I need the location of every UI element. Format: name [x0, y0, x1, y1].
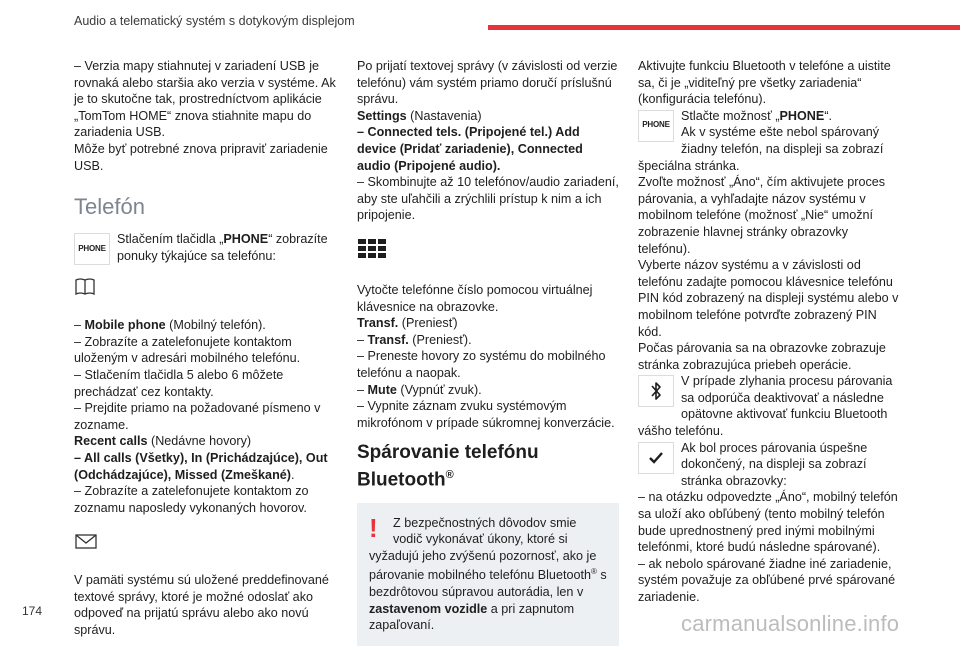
paragraph: – Transf. (Preniesť). [357, 332, 472, 347]
page-number: 174 [22, 604, 43, 618]
column-2 [357, 58, 619, 646]
section-heading-bluetooth: Spárovanie telefónu Bluetooth® [357, 442, 539, 491]
watermark: carmanualsonline.info [681, 611, 900, 636]
paragraph: Vyberte názov systému a v závislosti od telefónu zadajte pomocou klávesnice telefónu PIN kód zobrazený na displeji systému alebo v mobilnom telefóne potvrďte zobrazený PIN kód. [638, 258, 899, 339]
paragraph: – Zobrazíte a zatelefonujete kontaktom uloženým v adresári mobilného telefónu. [74, 334, 301, 366]
phone-button-row [74, 231, 336, 265]
success-note-row [638, 440, 900, 490]
book-icon [74, 277, 336, 307]
paragraph: Ak bol proces párovania úspešne dokončený, na displeji sa zobrazí stránka obrazovky: [681, 440, 868, 488]
paragraph: Vytočte telefónne číslo pomocou virtuálnej klávesnice na obrazovke. [357, 282, 593, 314]
paragraph: Settings (Nastavenia) [357, 108, 482, 123]
column-3 [638, 58, 900, 606]
column-1 [74, 58, 336, 639]
paragraph: Počas párovania sa na obrazovke zobrazuje stránka zobrazujúca priebeh operácie. [638, 341, 886, 372]
warning-text: Z bezpečnostných dôvodov smie vodič vykonávať úkony, ktoré si vyžadujú jeho zvýšenú pozornosť, ako je párovanie mobilného telefónu Bluetooth® s bezdrôtovou súpravou autorádia, len v zastavenom vozidle a pri zapnutom zapaľovaní. [369, 515, 607, 633]
paragraph: Ak v systéme ešte nebol spárovaný žiadny telefón, na displeji sa zobrazí špeciálna stránka. [638, 125, 884, 173]
paragraph: – Zobrazíte a zatelefonujete kontaktom zo zoznamu naposledy vykonaných hovorov. [74, 484, 309, 515]
paragraph: – ak nebolo spárované žiadne iné zariadenie, systém považuje za obľúbené prvé spárované zariadenie. [638, 556, 896, 604]
paragraph: Recent calls (Nedávne hovory) [74, 434, 252, 449]
warning-box [357, 503, 619, 646]
paragraph: – Verzia mapy stiahnutej v zariadení USB je rovnaká alebo staršia ako verzia v systéme. Ak je to skutočne tak, prostredníctvom aplikácie „TomTom HOME“ znova stiahnite mapu do zariadenia USB. [74, 59, 336, 140]
section-heading-telefon: Telefón [74, 194, 145, 220]
paragraph: – All calls (Všetky), In (Prichádzajúce), Out (Odchádzajúce), Missed (Zmeškané). [74, 450, 328, 482]
phone-button-icon: PHONE [638, 110, 674, 142]
paragraph: Môže byť potrebné znova pripraviť zariadenie USB. [74, 141, 328, 173]
paragraph: V pamäti systému sú uložené preddefinované textové správy, ktoré je možné odoslať ako odpoveď na prijatú správu alebo ako novú správu. [74, 573, 329, 638]
bluetooth-note-row [638, 373, 900, 439]
paragraph: – Mobile phone (Mobilný telefón). [74, 318, 266, 333]
paragraph: – na otázku odpovedzte „Áno“, mobilný telefón sa uloží ako obľúbený (tento mobilný telefón bude uprednostnený pred inými mobilnými telefónmi, ktoré budú následne spárované). [638, 490, 898, 555]
paragraph: – Vypnite záznam zvuku systémovým mikrofónom v prípade súkromnej konverzácie. [357, 399, 615, 430]
phone-button-icon: PHONE [74, 233, 110, 265]
paragraph: Aktivujte funkciu Bluetooth v telefóne a uistite sa, či je „viditeľný pre všetky zariadenia“ (konfigurácia telefónu). [638, 59, 891, 107]
paragraph: – Connected tels. (Pripojené tel.) Add device (Pridať zariadenie), Connected audio (Pripojené audio). [357, 125, 583, 173]
paragraph: – Mute (Vypnúť zvuk). [357, 382, 482, 397]
paragraph: Transf. (Preniesť) [357, 316, 458, 331]
paragraph: Zvoľte možnosť „Áno“, čím aktivujete proces párovania, a vyhľadajte názov systému v mobilnom telefóne (možnosť „Nie“ umožní zobrazenie hlavnej stránky obrazovky telefónu). [638, 175, 886, 256]
paragraph: Stlačte možnosť „PHONE“. [681, 108, 833, 123]
phone-button-row [638, 108, 900, 174]
paragraph: Stlačením tlačidla „PHONE“ zobrazíte ponuky týkajúce sa telefónu: [117, 232, 328, 263]
paragraph: – Stlačením tlačidla 5 alebo 6 môžete prechádzať cez kontakty. [74, 367, 284, 399]
checkmark-icon [638, 442, 674, 474]
keypad-icon [357, 238, 619, 272]
paragraph: V prípade zlyhania procesu párovania sa odporúča deaktivovať a následne opätovne aktivovať funkciu Bluetooth vášho telefónu. [638, 374, 893, 439]
paragraph: – Skombinujte až 10 telefónov/audio zariadení, aby ste uľahčili a zrýchlili prístup k nim a ich pripojenie. [357, 175, 619, 223]
section-header: Audio a telematický systém s dotykovým displejom [74, 14, 355, 28]
paragraph: – Preneste hovory zo systému do mobilného telefónu a naopak. [357, 349, 606, 380]
header-accent-bar [488, 25, 960, 30]
bluetooth-icon [638, 375, 674, 407]
paragraph: Po prijatí textovej správy (v závislosti od verzie telefónu) vám systém priamo doručí príslušnú správu. [357, 59, 618, 107]
envelope-icon [74, 532, 336, 562]
warning-exclamation-icon: ! [369, 512, 378, 543]
paragraph: – Prejdite priamo na požadované písmeno v zozname. [74, 401, 321, 432]
